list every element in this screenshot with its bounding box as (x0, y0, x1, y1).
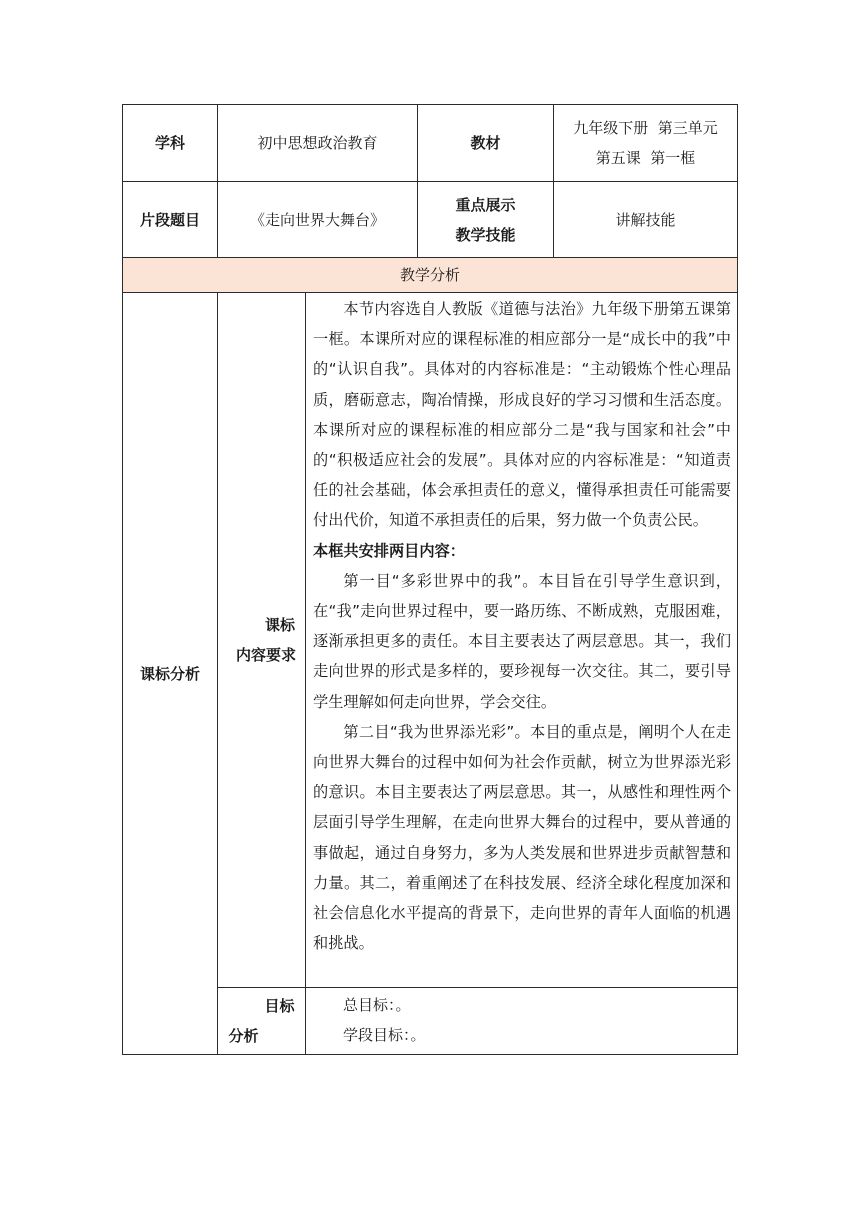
content-requirement-label: 课标 内容要求 (235, 616, 296, 664)
subject-value: 初中思想政治教育 (257, 134, 378, 152)
subject-label: 学科 (154, 134, 185, 152)
rule (305, 292, 306, 1055)
skill-label: 重点展示 教学技能 (455, 195, 516, 244)
section-title: 教学分析 (399, 266, 460, 284)
rule (737, 104, 738, 1055)
curriculum-content (313, 294, 731, 958)
curriculum-analysis-label: 课标分析 (139, 664, 200, 683)
skill-value: 讲解技能 (615, 210, 676, 229)
curriculum-paragraph: 本节内容选自人教版《道德与法治》九年级下册第五课第一框。本课所对应的课程标准的相应部分一是“成长中的我”中的“认识自我”。具体对的内容标准是：“主动锻炼个性心理品质，磨砺意志，陶冶情操，形成良好的学习习惯和生活态度。本课所对应的课程标准的相应部分二是“我与国家和社会”中的“积极适应社会的发展”。具体对应的内容标准是：“知道责任的社会基础，体会承担责任的意义，懂得承担责任可能需要付出代价，知道不承担责任的后果，努力做一个负责公民。 (313, 300, 731, 530)
textbook-label: 教材 (470, 134, 501, 152)
goal-analysis-label: 目标 分析 (228, 997, 295, 1045)
topic-value: 《走向世界大舞台》 (249, 210, 385, 229)
topic-label: 片段题目 (139, 210, 200, 229)
stage-goal: 学段目标：。 (343, 1026, 426, 1044)
curriculum-heading: 本框共安排两目内容： (313, 541, 465, 560)
rule (122, 1054, 738, 1055)
overall-goal: 总目标：。 (343, 996, 411, 1014)
textbook-value: 九年级下册 第三单元 第五课 第一框 (573, 119, 718, 167)
curriculum-paragraph: 第一目“多彩世界中的我”。本目旨在引导学生意识到，在“我”走向世界过程中，要一路历练、不断成熟，克服困难，逐渐承担更多的责任。本目主要表达了两层意思。其一，我们走向世界的形式是多样的，要珍视每一次交往。其二，要引导学生理解如何走向世界，学会交往。 (313, 571, 731, 711)
curriculum-paragraph: 第二目“我为世界添光彩”。本目的重点是，阐明个人在走向世界大舞台的过程中如何为社会作贡献，树立为世界添光彩的意识。本目主要表达了两层意思。其一，从感性和理性两个层面引导学生理解，在走向世界大舞台的过程中，要从普通的事做起，通过自身努力，多为人类发展和世界进步贡献智慧和力量。其二，着重阐述了在科技发展、经济全球化程度加深和社会信息化水平提高的背景下，走向世界的青年人面临的机遇和挑战。 (313, 722, 731, 953)
